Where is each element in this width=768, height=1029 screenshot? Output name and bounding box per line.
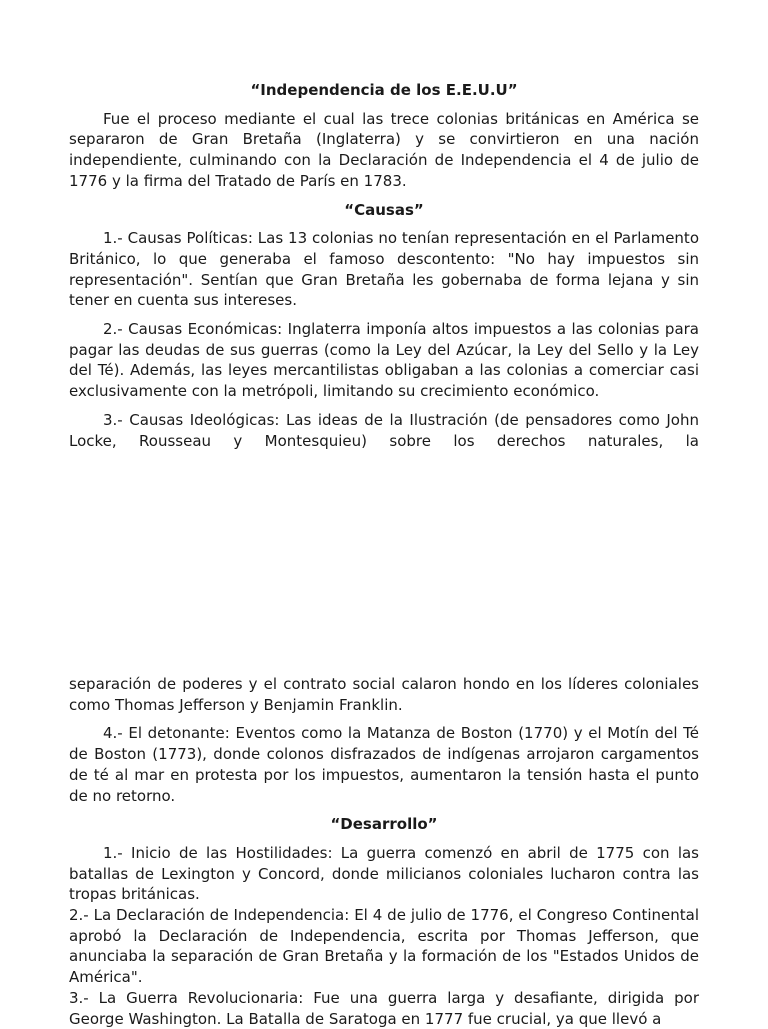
causa-ideologica-continuation: separación de poderes y el contrato social calaron hondo en los líderes coloniales como Thomas Jefferson y Benjamin Franklin. — [69, 675, 699, 714]
document-page-bottom — [69, 674, 699, 1029]
document-page-top — [69, 80, 699, 459]
causa-economica-paragraph: 2.- Causas Económicas: Inglaterra imponía altos impuestos a las colonias para pagar las deudas de sus guerras (como la Ley del Azúcar, la Ley del Sello y la Ley del Té). Además, las leyes mercantilistas obligaban a las colonias a comerciar casi exclusivamente con la metrópoli, limitando su crecimiento económico. — [69, 320, 699, 401]
causa-politica-paragraph: 1.- Causas Políticas: Las 13 colonias no tenían representación en el Parlamento Británico, lo que generaba el famoso descontento: "No hay impuestos sin representación". Sentían que Gran Bretaña les gobernaba de forma lejana y sin tener en cuenta sus intereses. — [69, 229, 699, 310]
causas-heading: “Causas” — [344, 200, 424, 219]
causa-detonante-paragraph: 4.- El detonante: Eventos como la Matanza de Boston (1770) y el Motín del Té de Boston (1773), donde colonos disfrazados de indígenas arrojaron cargamentos de té al mar en protesta por los impuestos, aumentaron la tensión hasta el punto de no retorno. — [69, 724, 699, 805]
desarrollo-heading: “Desarrollo” — [330, 815, 438, 834]
desarrollo-hostilidades-paragraph: 1.- Inicio de las Hostilidades: La guerra comenzó en abril de 1775 con las batallas de Lexington y Concord, donde milicianos coloniales lucharon contra las tropas británicas. — [69, 843, 699, 904]
intro-paragraph: Fue el proceso mediante el cual las trece colonias británicas en América se separaron de Gran Bretaña (Inglaterra) y se convirtieron en una nación independiente, culminando con la Declaración de Independencia el 4 de julio de 1776 y la firma del Tratado de París en 1783. — [69, 109, 699, 190]
document-title: “Independencia de los E.E.U.U” — [250, 81, 518, 99]
desarrollo-declaracion-paragraph: 2.- La Declaración de Independencia: El 4 de julio de 1776, el Congreso Continental aprobó la Declaración de Independencia, escrita por Thomas Jefferson, que anunciaba la separación de Gran Bretaña y la formación de los "Estados Unidos de América". — [69, 906, 699, 987]
causa-ideologica-paragraph: 3.- Causas Ideológicas: Las ideas de la Ilustración (de pensadores como John Locke, Rousseau y Montesquieu) sobre los derechos naturales, la — [69, 410, 699, 450]
desarrollo-guerra-paragraph: 3.- La Guerra Revolucionaria: Fue una guerra larga y desafiante, dirigida por George Washington. La Batalla de Saratoga en 1777 fue crucial, ya que llevó a — [69, 988, 699, 1028]
